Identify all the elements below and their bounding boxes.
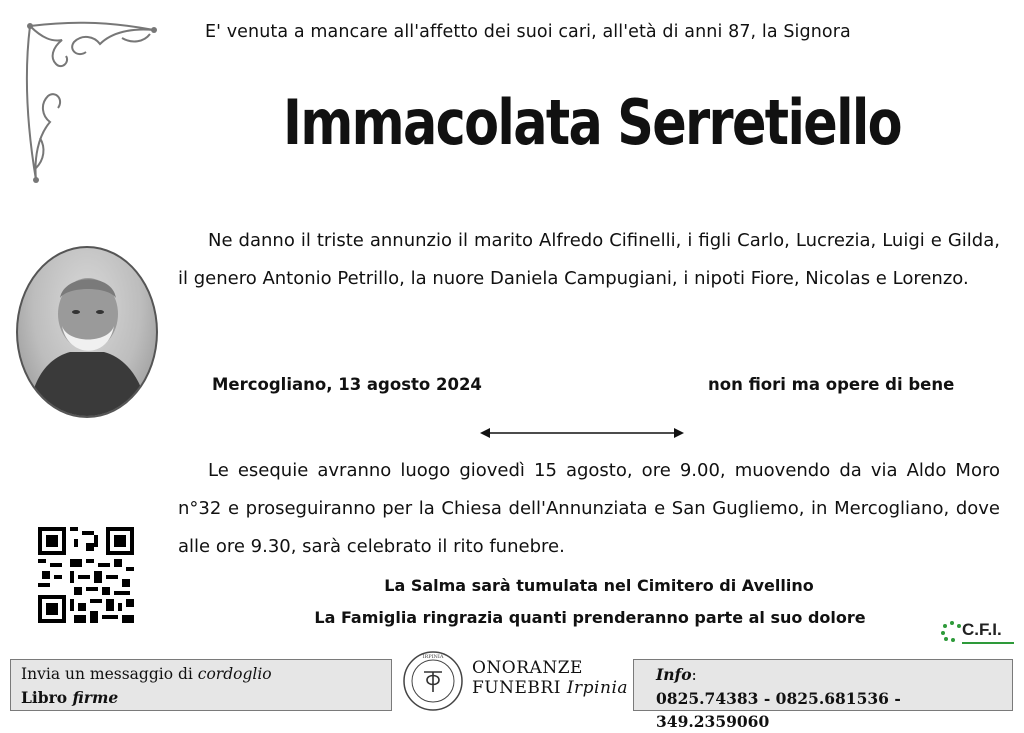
logo-text: IRPINIA [422,654,444,660]
phone-numbers[interactable]: 0825.74383 - 0825.681536 - 349.2359060 [656,689,901,731]
double-arrow-divider-icon [480,426,684,440]
info-label-line [656,663,1002,687]
condolence-line[interactable] [21,663,381,686]
info-label: Info [656,665,692,684]
condolence-word: cordoglio [197,665,272,683]
thanks-line: La Famiglia ringrazia quanti prenderanno parte al suo dolore [314,608,866,627]
cfi-dots-icon [940,620,964,642]
agency-line-2-prefix: FUNEBRI [472,678,567,698]
condolence-box[interactable] [10,659,392,711]
announcement-paragraph [178,222,1000,298]
portrait-photo [16,246,158,418]
qr-code-icon[interactable] [38,527,134,623]
place-date: Mercogliano, 13 agosto 2024 [212,375,482,394]
agency-line-2 [472,678,628,698]
agency-line-2-italic: Irpinia [566,678,629,698]
portrait-figure-icon [18,248,156,416]
info-colon: : [691,666,697,684]
agency-seal-icon [402,650,464,712]
intro-text: E' venuta a mancare all'affetto dei suoi cari, all'età di anni 87, la Signora [205,22,851,42]
cfi-logo [940,618,1016,648]
announcement-text: Ne danno il triste annunzio il marito Alfredo Cifinelli, i figli Carlo, Lucrezia, Luigi e Gilda, il genero Antonio Petrillo, la nuore Daniela Campugiani, i nipoti Fiore, Nicolas e Lorenzo. [178,230,1000,289]
agency-name [472,658,628,698]
guestbook-word: firme [72,688,119,707]
condolence-prefix: Invia un messaggio di [21,665,198,683]
burial-line: La Salma sarà tumulata nel Cimitero di Avellino [384,576,814,595]
agency-line-1: ONORANZE [472,658,583,678]
info-box [633,659,1013,731]
guestbook-prefix: Libro [21,688,73,707]
funeral-text: Le esequie avranno luogo giovedì 15 agosto, ore 9.00, muovendo da via Aldo Moro n°32 e proseguiranno per la Chiesa dell'Annunziata e San Gugliemo, in Mercogliano, dove alle ore 9.30, sarà celebrato il rito funebre. [178,460,1000,557]
guestbook-line[interactable] [21,686,381,709]
deceased-name: Immacolata Serretiello [283,86,901,159]
funeral-paragraph [178,452,1000,566]
cfi-underline [962,642,1014,644]
cfi-label: C.F.I. [962,620,1002,639]
flowers-note: non fiori ma opere di bene [708,375,955,394]
